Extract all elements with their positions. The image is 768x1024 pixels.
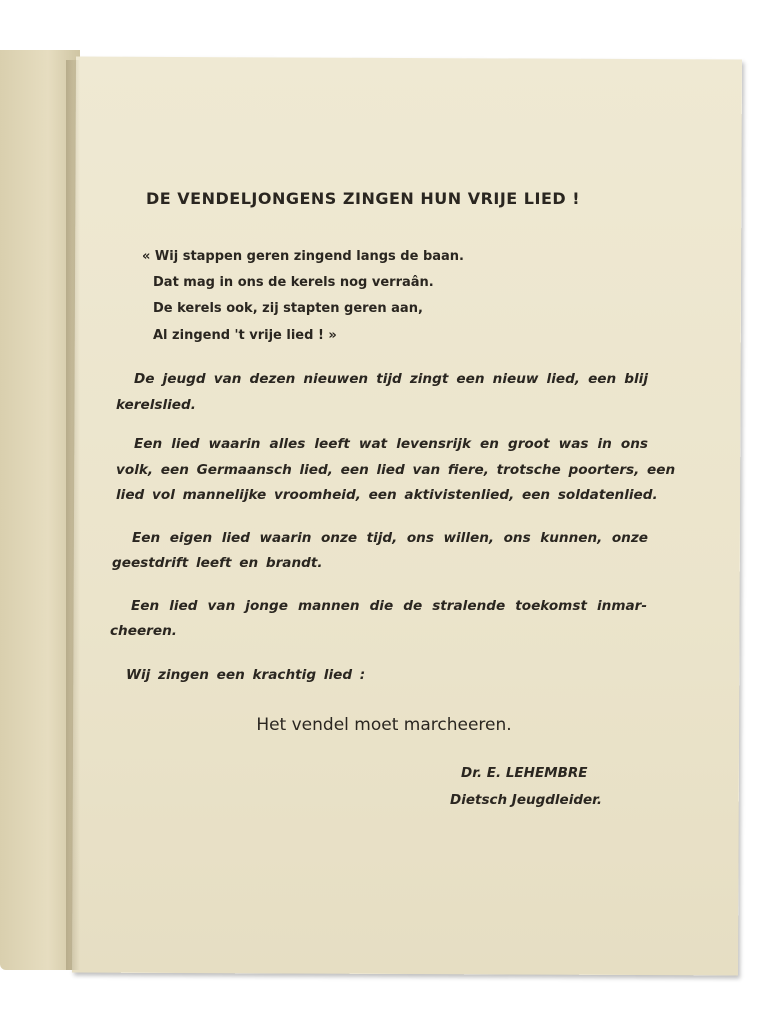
paragraph-line: volk, een Germaansch lied, een lied van fiere, trotsche poorters, een (116, 462, 676, 478)
verse-line: Al zingend 't vrije lied ! » (153, 328, 337, 343)
page-title: DE VENDELJONGENS ZINGEN HUN VRIJE LIED ! (146, 189, 581, 208)
verse-line: « Wij stappen geren zingend langs de baan. (142, 249, 464, 264)
signature-role: Dietsch Jeugdleider. (450, 792, 603, 808)
signature-name: Dr. E. LEHEMBRE (461, 765, 588, 781)
verse-line: Dat mag in ons de kerels nog verraân. (153, 275, 434, 290)
paragraph-line: Een lied waarin alles leeft wat levensrijk en groot was in ons (134, 436, 648, 452)
paragraph-line: geestdrift leeft en brandt. (112, 555, 323, 571)
paragraph-line: kerelslied. (116, 397, 196, 413)
paragraph-line: Een lied van jonge mannen die de stralende toekomst inmar- (131, 598, 647, 614)
paragraph-line: De jeugd van dezen nieuwen tijd zingt een nieuw lied, een blij (134, 371, 648, 387)
paragraph-line: Wij zingen een krachtig lied : (126, 667, 366, 683)
paragraph-line: cheeren. (110, 623, 177, 639)
page-gutter-shadow (66, 60, 80, 970)
motto-line: Het vendel moet marcheeren. (256, 715, 512, 735)
paragraph-line: lied vol mannelijke vroomheid, een aktivistenlied, een soldatenlied. (116, 487, 658, 503)
verse-line: De kerels ook, zij stapten geren aan, (153, 301, 423, 316)
paragraph-line: Een eigen lied waarin onze tijd, ons willen, ons kunnen, onze (132, 530, 648, 546)
